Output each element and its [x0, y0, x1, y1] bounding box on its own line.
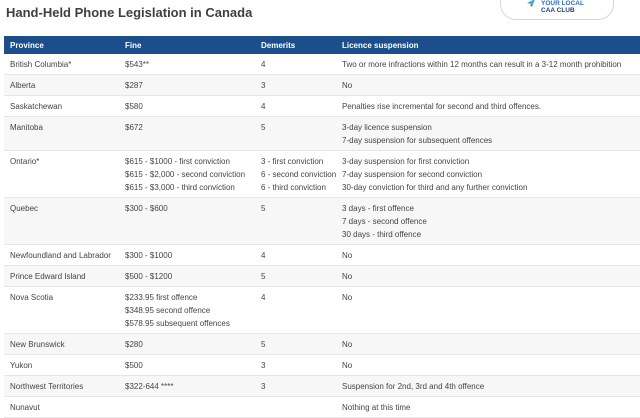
- caa-club-badge[interactable]: [500, 0, 614, 20]
- badge-text: [541, 0, 611, 14]
- demerits-line: 3: [261, 81, 266, 90]
- suspension-cell: [336, 397, 640, 418]
- suspension-line: No: [342, 272, 353, 281]
- table-header-row: [4, 37, 640, 55]
- demerits-line: 5: [261, 340, 266, 349]
- badge-line-1: YOUR LOCAL: [541, 0, 584, 7]
- demerits-line: 4: [261, 293, 266, 302]
- demerits-cell: [255, 245, 336, 266]
- fine-line: $500 - $1200: [125, 272, 173, 281]
- suspension-line: No: [342, 361, 353, 370]
- table-row: [4, 355, 640, 376]
- table-row: [4, 376, 640, 397]
- demerits-line: 3: [261, 382, 266, 391]
- demerits-cell: [255, 334, 336, 355]
- demerits-cell: [255, 96, 336, 117]
- fine-cell: [119, 355, 255, 376]
- fine-cell: [119, 266, 255, 287]
- demerits-cell: [255, 376, 336, 397]
- suspension-line: 7-day suspension for subsequent offences: [342, 136, 493, 145]
- suspension-cell: [336, 96, 640, 117]
- fine-line: $543**: [125, 60, 150, 69]
- fine-cell: [119, 376, 255, 397]
- badge-line-2: CAA CLUB: [541, 7, 575, 14]
- fine-line: $300 - $1000: [125, 251, 173, 260]
- demerits-cell: [255, 287, 336, 334]
- demerits-line: 4: [261, 60, 266, 69]
- suspension-cell: [336, 287, 640, 334]
- fine-line: $615 - $1000 - first conviction: [125, 157, 230, 166]
- province-cell: New Brunswick: [4, 334, 119, 355]
- table-body: [4, 54, 640, 418]
- suspension-cell: [336, 266, 640, 287]
- table-row: [4, 54, 640, 75]
- suspension-line: Penalties rise incremental for second and third offences.: [342, 102, 542, 111]
- fine-line: $500: [125, 361, 143, 370]
- fine-line: $672: [125, 123, 143, 132]
- province-cell: British Columbia*: [4, 54, 119, 75]
- province-cell: Nunavut: [4, 397, 119, 418]
- suspension-cell: [336, 355, 640, 376]
- suspension-line: 3 days - first offence: [342, 204, 414, 213]
- table-row: [4, 96, 640, 117]
- suspension-line: No: [342, 340, 353, 349]
- demerits-line: 4: [261, 251, 266, 260]
- fine-line: $615 - $2,000 - second conviction: [125, 170, 246, 179]
- demerits-cell: [255, 75, 336, 96]
- fine-line: $300 - $600: [125, 204, 168, 213]
- table-row: [4, 334, 640, 355]
- fine-cell: [119, 287, 255, 334]
- province-cell: Saskatchewan: [4, 96, 119, 117]
- suspension-cell: [336, 198, 640, 245]
- suspension-line: Two or more infractions within 12 months can result in a 3-12 month prohibition: [342, 60, 622, 69]
- table-row: [4, 266, 640, 287]
- fine-cell: [119, 397, 255, 418]
- fine-cell: [119, 75, 255, 96]
- column-header-suspension: Licence suspension: [336, 37, 640, 55]
- demerits-cell: [255, 54, 336, 75]
- demerits-line: 6 - third conviction: [261, 183, 326, 192]
- province-cell: Quebec: [4, 198, 119, 245]
- fine-line: $578.95 subsequent offences: [125, 319, 230, 328]
- suspension-line: No: [342, 81, 353, 90]
- suspension-line: 3-day licence suspension: [342, 123, 432, 132]
- arrow-logo-icon: [526, 0, 536, 8]
- fine-cell: [119, 245, 255, 266]
- suspension-cell: [336, 376, 640, 397]
- suspension-line: Nothing at this time: [342, 403, 411, 412]
- fine-cell: [119, 198, 255, 245]
- fine-cell: [119, 334, 255, 355]
- table-row: [4, 287, 640, 334]
- fine-cell: [119, 54, 255, 75]
- fine-line: $233.95 first offence: [125, 293, 198, 302]
- fine-cell: [119, 96, 255, 117]
- fine-line: $322-644 ****: [125, 382, 174, 391]
- fine-line: $287: [125, 81, 143, 90]
- province-cell: Ontario*: [4, 151, 119, 198]
- suspension-line: 30-day conviction for third and any further conviction: [342, 183, 528, 192]
- fine-line: $615 - $3,000 - third conviction: [125, 183, 235, 192]
- suspension-cell: [336, 54, 640, 75]
- suspension-line: 7-day suspension for second conviction: [342, 170, 483, 179]
- fine-line: $348.95 second offence: [125, 306, 211, 315]
- fine-line: $280: [125, 340, 143, 349]
- demerits-cell: [255, 397, 336, 418]
- suspension-line: 7 days - second offence: [342, 217, 427, 226]
- demerits-cell: [255, 151, 336, 198]
- demerits-line: 5: [261, 204, 266, 213]
- table-row: [4, 198, 640, 245]
- demerits-cell: [255, 198, 336, 245]
- suspension-line: Suspension for 2nd, 3rd and 4th offence: [342, 382, 485, 391]
- suspension-cell: [336, 117, 640, 151]
- suspension-line: 3-day suspension for first conviction: [342, 157, 470, 166]
- fine-cell: [119, 151, 255, 198]
- column-header-province: Province: [4, 37, 119, 55]
- demerits-line: 6 - second conviction: [261, 170, 336, 179]
- fine-line: $580: [125, 102, 143, 111]
- suspension-cell: [336, 334, 640, 355]
- table-row: [4, 397, 640, 418]
- province-cell: Yukon: [4, 355, 119, 376]
- suspension-cell: [336, 75, 640, 96]
- suspension-cell: [336, 151, 640, 198]
- province-cell: Prince Edward Island: [4, 266, 119, 287]
- suspension-line: 30 days - third offence: [342, 230, 422, 239]
- table-row: [4, 151, 640, 198]
- suspension-cell: [336, 245, 640, 266]
- demerits-line: 3 - first conviction: [261, 157, 324, 166]
- suspension-line: No: [342, 251, 353, 260]
- legislation-table: [4, 36, 640, 418]
- demerits-line: 5: [261, 123, 266, 132]
- province-cell: Northwest Territories: [4, 376, 119, 397]
- column-header-fine: Fine: [119, 37, 255, 55]
- table-row: [4, 75, 640, 96]
- demerits-line: 4: [261, 102, 266, 111]
- suspension-line: No: [342, 293, 353, 302]
- province-cell: Newfoundland and Labrador: [4, 245, 119, 266]
- province-cell: Nova Scotia: [4, 287, 119, 334]
- demerits-cell: [255, 266, 336, 287]
- fine-cell: [119, 117, 255, 151]
- demerits-cell: [255, 117, 336, 151]
- table-row: [4, 245, 640, 266]
- demerits-line: 3: [261, 361, 266, 370]
- province-cell: Manitoba: [4, 117, 119, 151]
- demerits-cell: [255, 355, 336, 376]
- demerits-line: 5: [261, 272, 266, 281]
- province-cell: Alberta: [4, 75, 119, 96]
- column-header-demerits: Demerits: [255, 37, 336, 55]
- page-title: Hand-Held Phone Legislation in Canada: [6, 5, 253, 20]
- table-row: [4, 117, 640, 151]
